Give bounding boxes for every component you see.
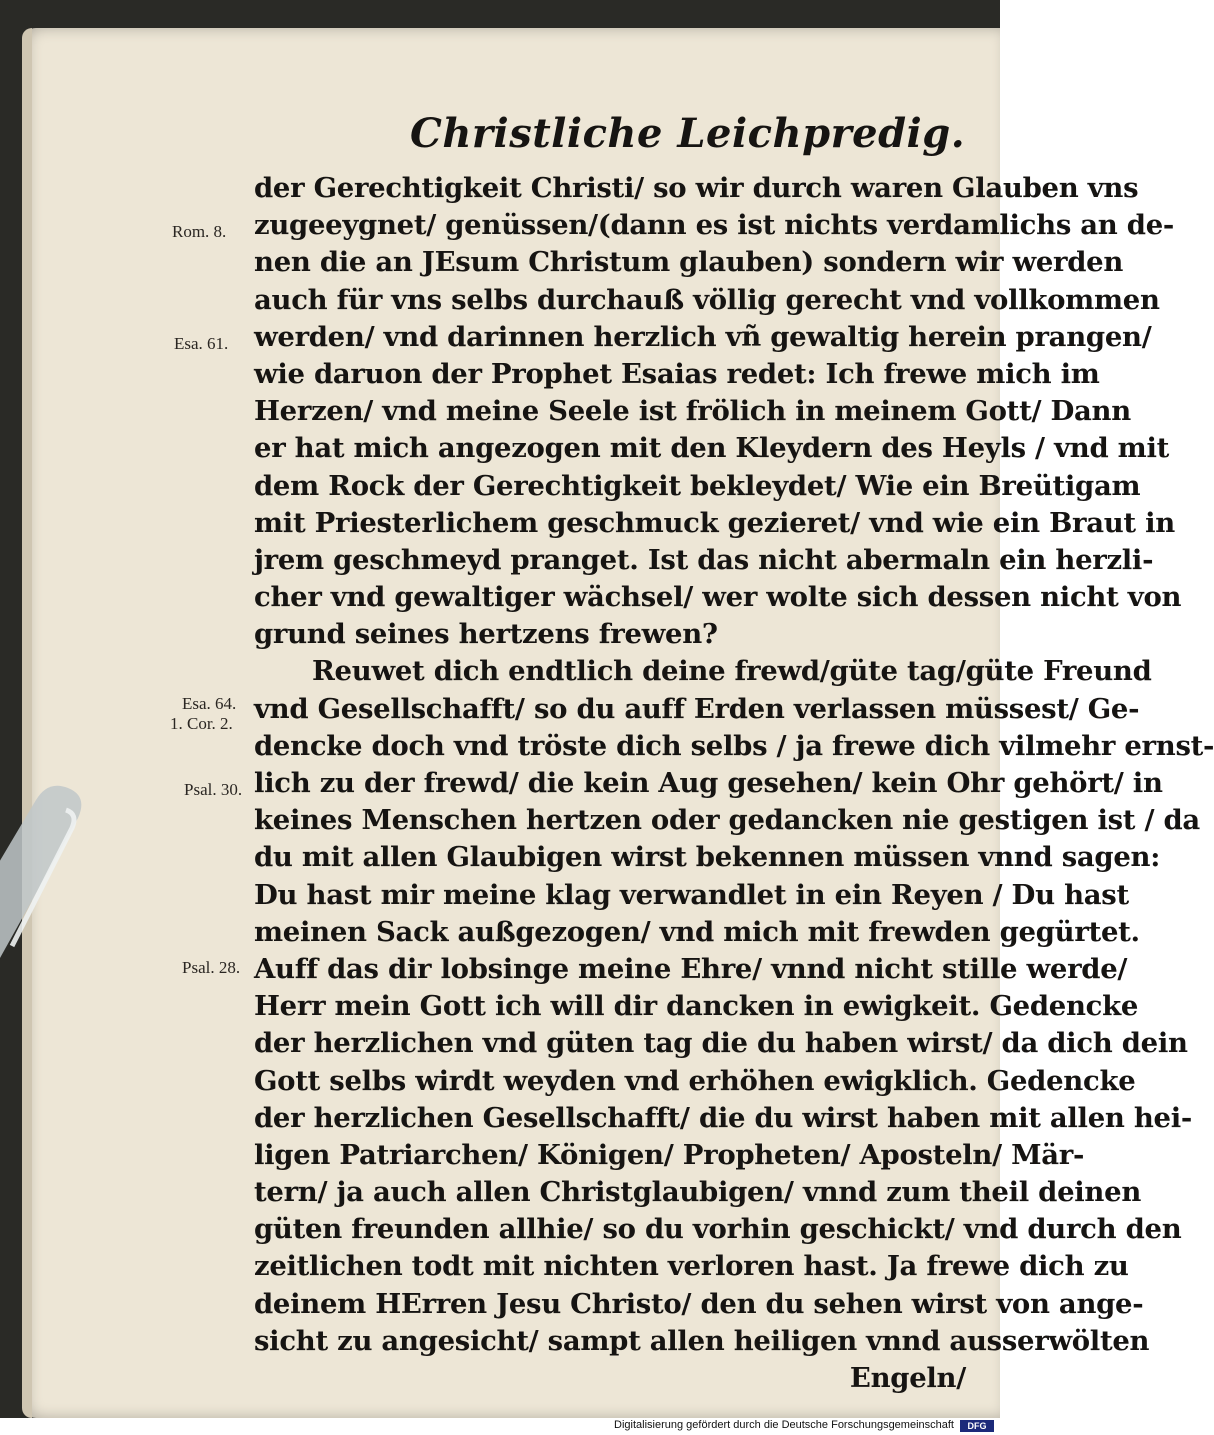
text-line: sicht zu angesicht/ sampt allen heiligen vnnd ausserwölten — [254, 1324, 1150, 1357]
text-line: zugeeygnet/ genüssen/(dann es ist nichts verdamlichs an de- — [254, 209, 1174, 242]
margin-note-psal-30: Psal. 30. — [184, 780, 243, 799]
text-line: güten freunden allhie/ so du vorhin geschickt/ vnd durch den — [254, 1213, 1182, 1246]
text-line: wie daruon der Prophet Esaias redet: Ich frewe mich im — [254, 357, 1100, 390]
text-line: Du hast mir meine klag verwandlet in ein Reyen / Du hast — [254, 878, 1129, 911]
text-line: dem Rock der Gerechtigkeit bekleydet/ Wie ein Breütigam — [254, 469, 1141, 502]
text-line: meinen Sack außgezogen/ vnd mich mit frewden gegürtet. — [254, 915, 1140, 948]
text-line: Herzen/ vnd meine Seele ist frölich in meinem Gott/ Dann — [254, 395, 1131, 428]
text-line: der Gerechtigkeit Christi/ so wir durch waren Glauben vns — [254, 172, 1139, 204]
margin-note-esa-64: Esa. 64. — [182, 694, 237, 713]
margin-note-esa-61: Esa. 61. — [174, 334, 229, 353]
text-line: jrem geschmeyd pranget. Ist das nicht abermaln ein herzli- — [254, 543, 1154, 576]
text-line: Gott selbs wirdt weyden vnd erhöhen ewigklich. Gedencke — [254, 1064, 1136, 1097]
glass-clip-shape — [0, 758, 120, 968]
text-line: der herzlichen Gesellschafft/ die du wirst haben mit allen hei- — [254, 1101, 1193, 1134]
body-text — [254, 170, 1214, 1397]
text-line: ligen Patriarchen/ Königen/ Propheten/ Aposteln/ Mär- — [254, 1138, 1085, 1171]
text-line: deinem HErren Jesu Christo/ den du sehen wirst von ange- — [254, 1287, 1144, 1320]
text-line: cher vnd gewaltiger wächsel/ wer wolte sich dessen nicht von — [254, 581, 1182, 614]
text-line: grund seines hertzens frewen? — [254, 618, 718, 651]
margin-note-1-cor-2: 1. Cor. 2. — [170, 714, 233, 733]
text-line: nen die an JEsum Christum glauben) sondern wir werden — [254, 246, 1124, 279]
footer-bar — [0, 1418, 1000, 1435]
running-head: Christliche Leichpredig. — [410, 110, 966, 157]
dfg-logo: DFG — [960, 1420, 994, 1432]
text-line: dencke doch vnd tröste dich selbs / ja frewe dich vilmehr ernst- — [254, 729, 1214, 762]
page-edge — [22, 28, 32, 1418]
text-line-paragraph-start: Reuwet dich endtlich deine frewd/güte tag/güte Freund — [312, 655, 1152, 688]
text-line: auch für vns selbs durchauß völlig gerecht vnd vollkommen — [254, 283, 1160, 316]
text-line: er hat mich angezogen mit den Kleydern des Heyls / vnd mit — [254, 432, 1169, 465]
text-line: tern/ ja auch allen Christglaubigen/ vnnd zum theil deinen — [254, 1176, 1142, 1209]
text-line: du mit allen Glaubigen wirst bekennen müssen vnnd sagen: — [254, 841, 1161, 874]
text-line: lich zu der frewd/ die kein Aug gesehen/ kein Ohr gehört/ in — [254, 767, 1163, 799]
text-line: Auff das dir lobsinge meine Ehre/ vnnd nicht stille werde/ — [254, 952, 1128, 985]
text-line: der herzlichen vnd güten tag die du haben wirst/ da dich dein — [254, 1027, 1188, 1060]
margin-note-psal-28: Psal. 28. — [182, 958, 241, 977]
text-line: vnd Gesellschafft/ so du auff Erden verlassen müssest/ Ge- — [254, 692, 1140, 725]
catchword: Engeln/ — [849, 1362, 966, 1394]
footer-credit: Digitalisierung gefördert durch die Deutsche Forschungsgemeinschaft — [614, 1419, 954, 1431]
text-line: keines Menschen hertzen oder gedancken nie gestigen ist / da — [254, 804, 1200, 837]
text-line: mit Priesterlichem geschmuck gezieret/ vnd wie ein Braut in — [254, 506, 1175, 539]
text-line: werden/ vnd darinnen herzlich vñ gewaltig herein prangen/ — [254, 320, 1152, 353]
text-line: Herr mein Gott ich will dir dancken in ewigkeit. Gedencke — [254, 990, 1139, 1023]
margin-note-rom-8: Rom. 8. — [172, 222, 227, 241]
text-line: zeitlichen todt mit nichten verloren hast. Ja frewe dich zu — [254, 1250, 1129, 1283]
